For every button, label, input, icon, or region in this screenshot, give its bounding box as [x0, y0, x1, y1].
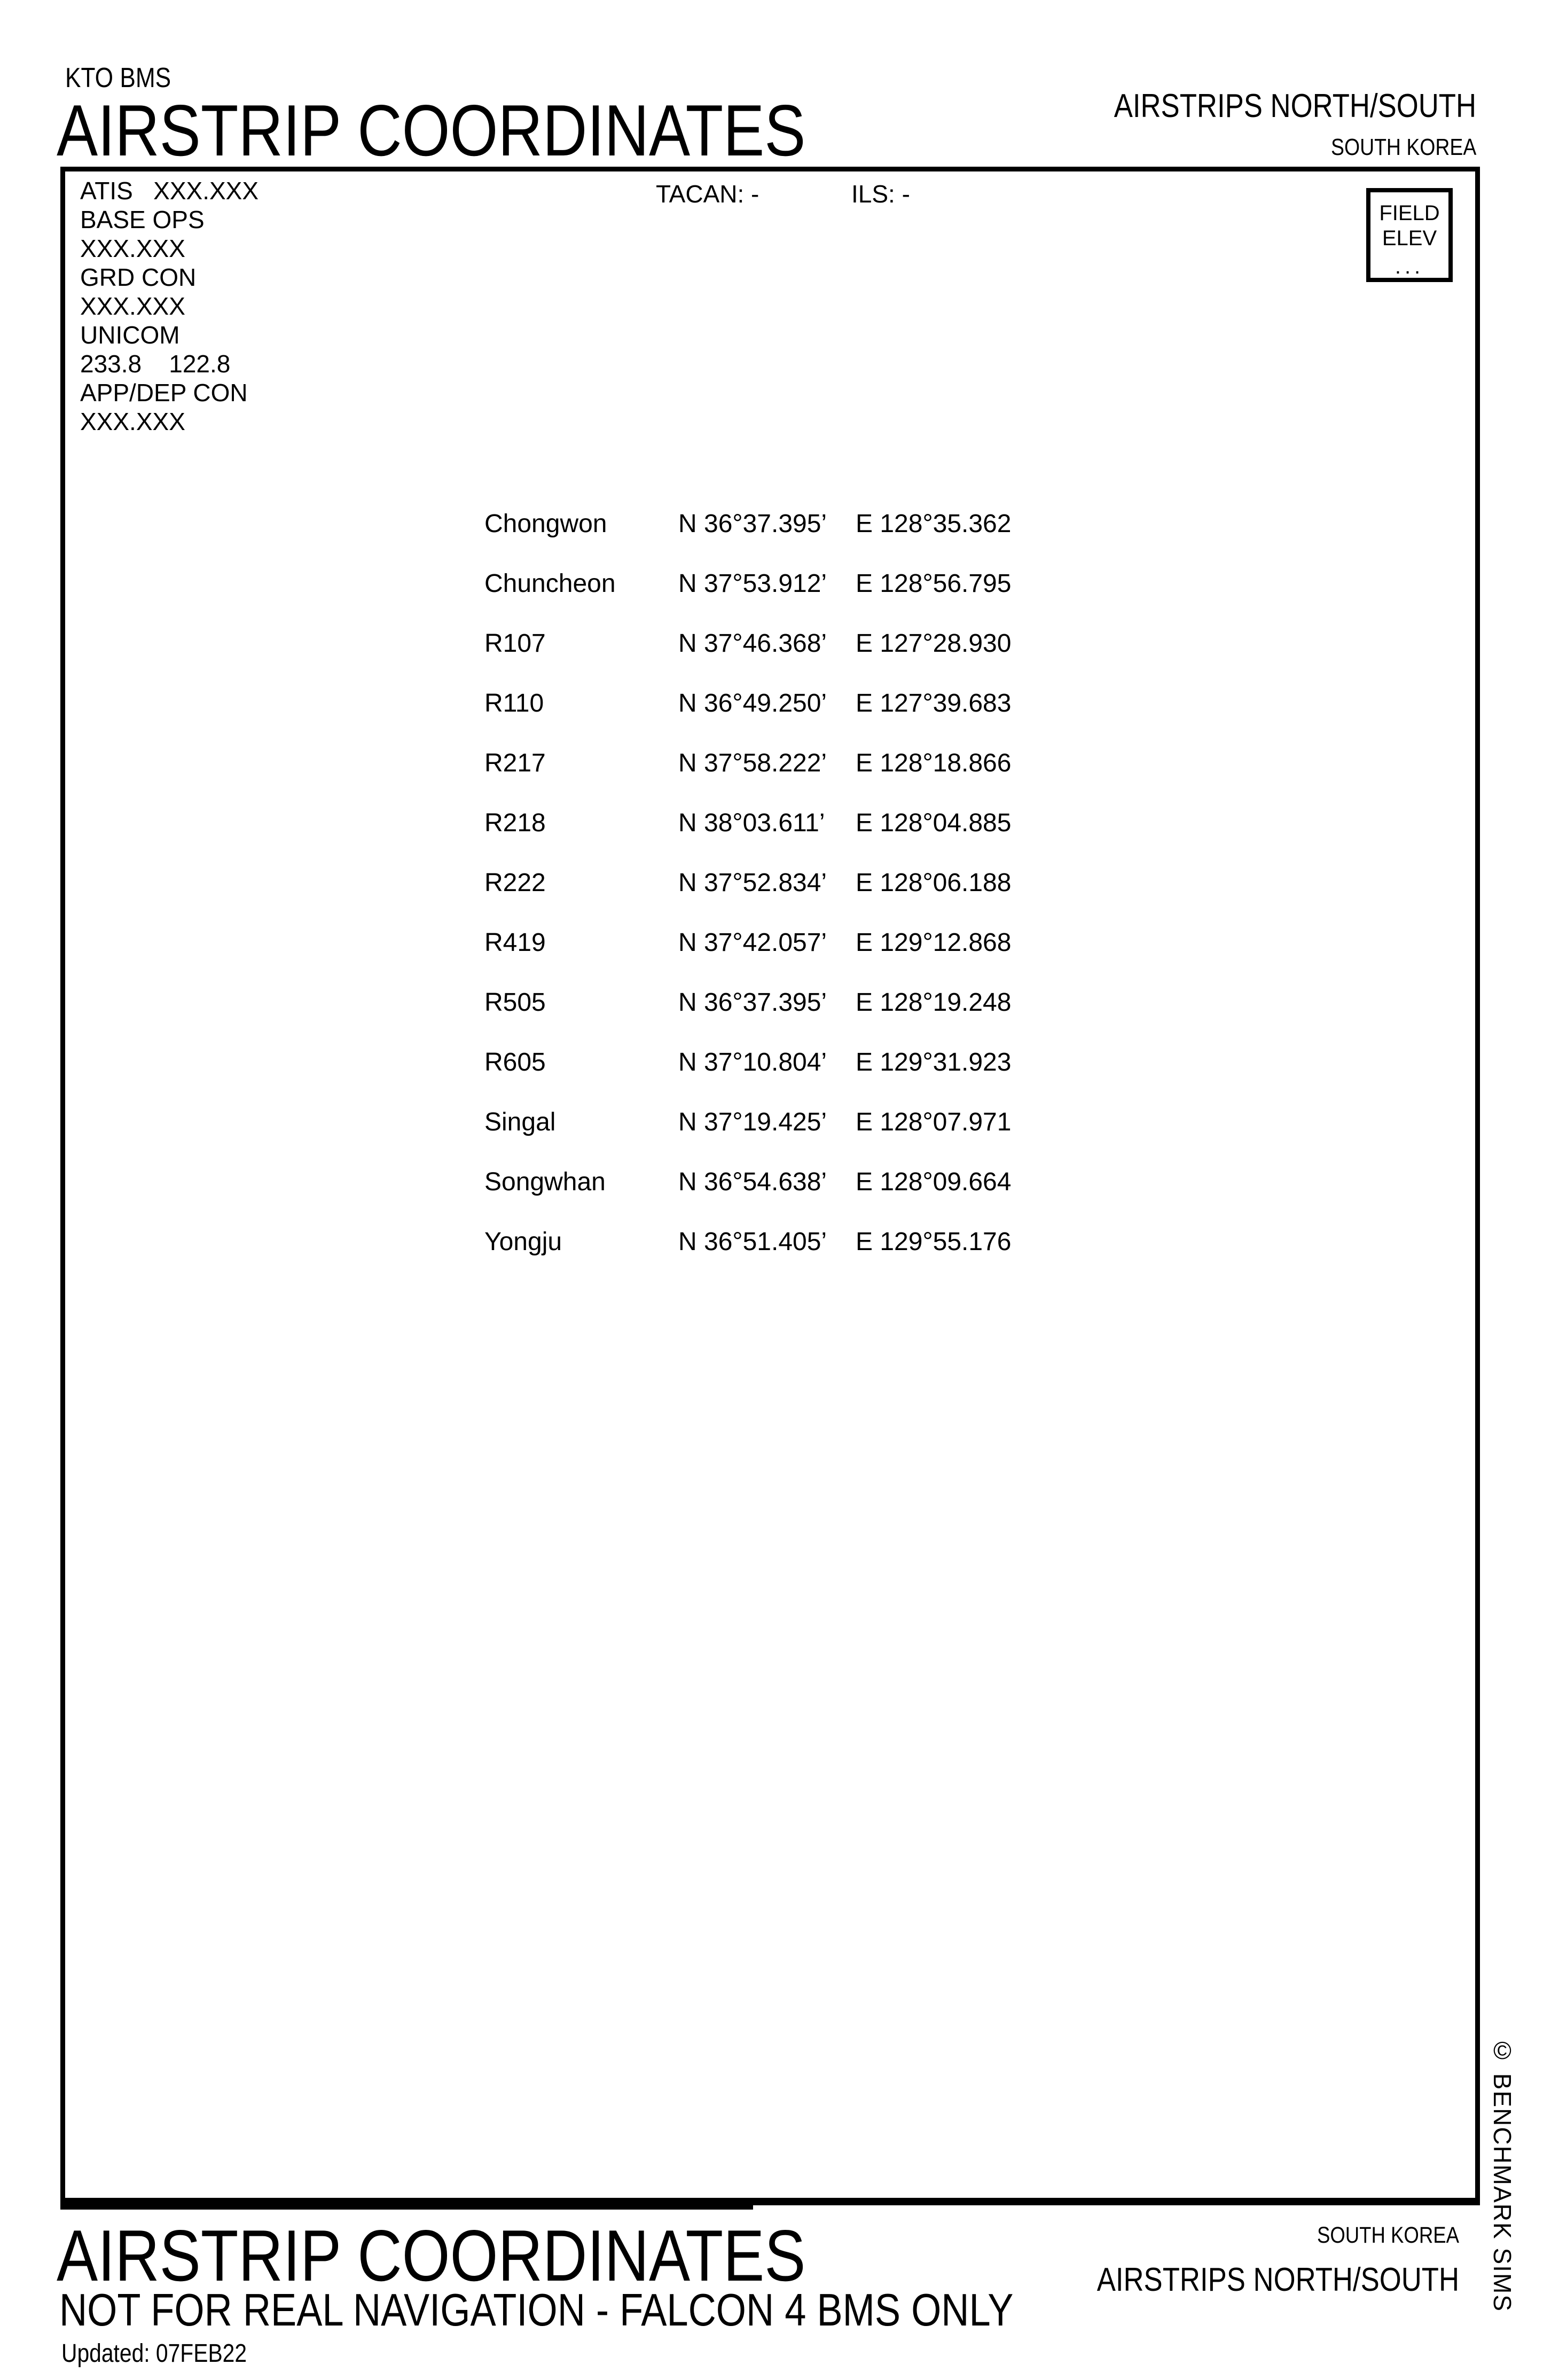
airstrip-latitude: N 36°49.250’ [678, 689, 827, 717]
airstrip-row [484, 972, 1011, 1032]
footer-region-subtitle [1033, 2222, 1459, 2248]
airstrip-row [484, 494, 1011, 553]
airstrip-row [484, 1092, 1011, 1152]
airstrip-latitude: N 36°54.638’ [678, 1167, 827, 1196]
airstrip-table [484, 494, 1011, 1271]
footer-region-title-text: AIRSTRIPS NORTH/SOUTH [1096, 2261, 1459, 2298]
frequency-line: 233.8 122.8 [80, 350, 231, 378]
frequency-line: BASE OPS [80, 206, 205, 233]
frequency-line: XXX.XXX [80, 408, 185, 435]
field-elev-value: ... [1395, 255, 1424, 278]
airstrip-latitude: N 36°37.395’ [678, 509, 827, 538]
airstrip-name: R218 [484, 808, 546, 837]
disclaimer-text-inner: NOT FOR REAL NAVIGATION - FALCON 4 BMS ONLY [59, 2285, 1014, 2336]
frequency-line: ATIS XXX.XXX [80, 177, 259, 205]
airstrip-longitude: E 128°19.248 [856, 988, 1012, 1017]
airstrip-latitude: N 37°58.222’ [678, 748, 827, 777]
airstrip-name: Singal [484, 1107, 556, 1136]
airstrip-row [484, 853, 1011, 912]
airstrip-row [484, 912, 1011, 972]
frame-bottom-accent [60, 2204, 753, 2210]
airstrip-longitude: E 129°31.923 [856, 1048, 1012, 1076]
airstrip-name: R605 [484, 1048, 546, 1076]
copyright-vertical: © BENCHMARK SIMS [1489, 2036, 1516, 2312]
header-region-title [1050, 88, 1476, 124]
footer-region-subtitle-text: SOUTH KOREA [1317, 2222, 1459, 2248]
airstrip-latitude: N 36°37.395’ [678, 988, 827, 1017]
updated-date-text: Updated: 07FEB22 [61, 2339, 247, 2368]
airstrip-row [484, 1032, 1011, 1092]
airstrip-name: Songwhan [484, 1167, 606, 1196]
airstrip-row [484, 613, 1011, 673]
header-region-subtitle-text: SOUTH KOREA [1330, 134, 1476, 160]
airstrip-latitude: N 38°03.611’ [678, 808, 825, 837]
airstrip-longitude: E 128°35.362 [856, 509, 1012, 538]
airstrip-name: Chongwon [484, 509, 607, 538]
airstrip-longitude: E 128°04.885 [856, 808, 1012, 837]
header-region-subtitle [1050, 134, 1476, 161]
airstrip-latitude: N 36°51.405’ [678, 1227, 827, 1256]
footer-title-text: AIRSTRIP COORDINATES [57, 2215, 806, 2296]
airstrip-longitude: E 128°56.795 [856, 569, 1012, 598]
airstrip-name: Chuncheon [484, 569, 616, 598]
header-region-block [1050, 88, 1476, 161]
airstrip-name: R107 [484, 629, 546, 658]
airstrip-latitude: N 37°10.804’ [678, 1048, 827, 1076]
airstrip-name: R505 [484, 988, 546, 1017]
field-elev-box [1366, 188, 1453, 282]
header-region-title-text: AIRSTRIPS NORTH/SOUTH [1114, 88, 1476, 124]
airstrip-longitude: E 127°39.683 [856, 689, 1012, 717]
frequency-line: XXX.XXX [80, 292, 185, 320]
airstrip-longitude: E 129°55.176 [856, 1227, 1012, 1256]
airstrip-longitude: E 128°09.664 [856, 1167, 1012, 1196]
frequency-block [80, 176, 258, 436]
airstrip-row [484, 733, 1011, 793]
updated-date [61, 2339, 279, 2368]
airstrip-name: R222 [484, 868, 546, 897]
airstrip-row [484, 553, 1011, 613]
airstrip-name: Yongju [484, 1227, 562, 1256]
airstrip-row [484, 1152, 1011, 1212]
airstrip-longitude: E 127°28.930 [856, 629, 1012, 658]
ils-value: ILS: - [851, 180, 910, 208]
footer-region-block [1033, 2222, 1459, 2299]
airstrip-row [484, 673, 1011, 733]
airstrip-name: R419 [484, 928, 546, 957]
disclaimer-text [59, 2284, 1182, 2337]
airstrip-latitude: N 37°19.425’ [678, 1107, 827, 1136]
airstrip-name: R110 [484, 689, 544, 717]
airstrip-longitude: E 129°12.868 [856, 928, 1012, 957]
frequency-line: XXX.XXX [80, 235, 185, 262]
airstrip-longitude: E 128°06.188 [856, 868, 1012, 897]
airstrip-name: R217 [484, 748, 546, 777]
airstrip-latitude: N 37°52.834’ [678, 868, 827, 897]
airstrip-row [484, 793, 1011, 853]
airstrip-latitude: N 37°46.368’ [678, 629, 827, 658]
frequency-line: APP/DEP CON [80, 379, 248, 407]
field-elev-label-line1: FIELD [1379, 201, 1440, 225]
airstrip-longitude: E 128°18.866 [856, 748, 1012, 777]
airstrip-latitude: N 37°42.057’ [678, 928, 827, 957]
footer-region-title [1033, 2261, 1459, 2299]
field-elev-label-line2: ELEV [1382, 227, 1437, 250]
airstrip-longitude: E 128°07.971 [856, 1107, 1012, 1136]
airstrip-row [484, 1212, 1011, 1271]
frequency-line: UNICOM [80, 321, 180, 349]
frequency-line: GRD CON [80, 263, 197, 291]
airstrip-latitude: N 37°53.912’ [678, 569, 827, 598]
page-title [57, 89, 938, 172]
tacan-value: TACAN: - [656, 180, 759, 208]
page-title-text: AIRSTRIP COORDINATES [57, 90, 806, 171]
brand-text: KTO BMS [65, 63, 171, 93]
